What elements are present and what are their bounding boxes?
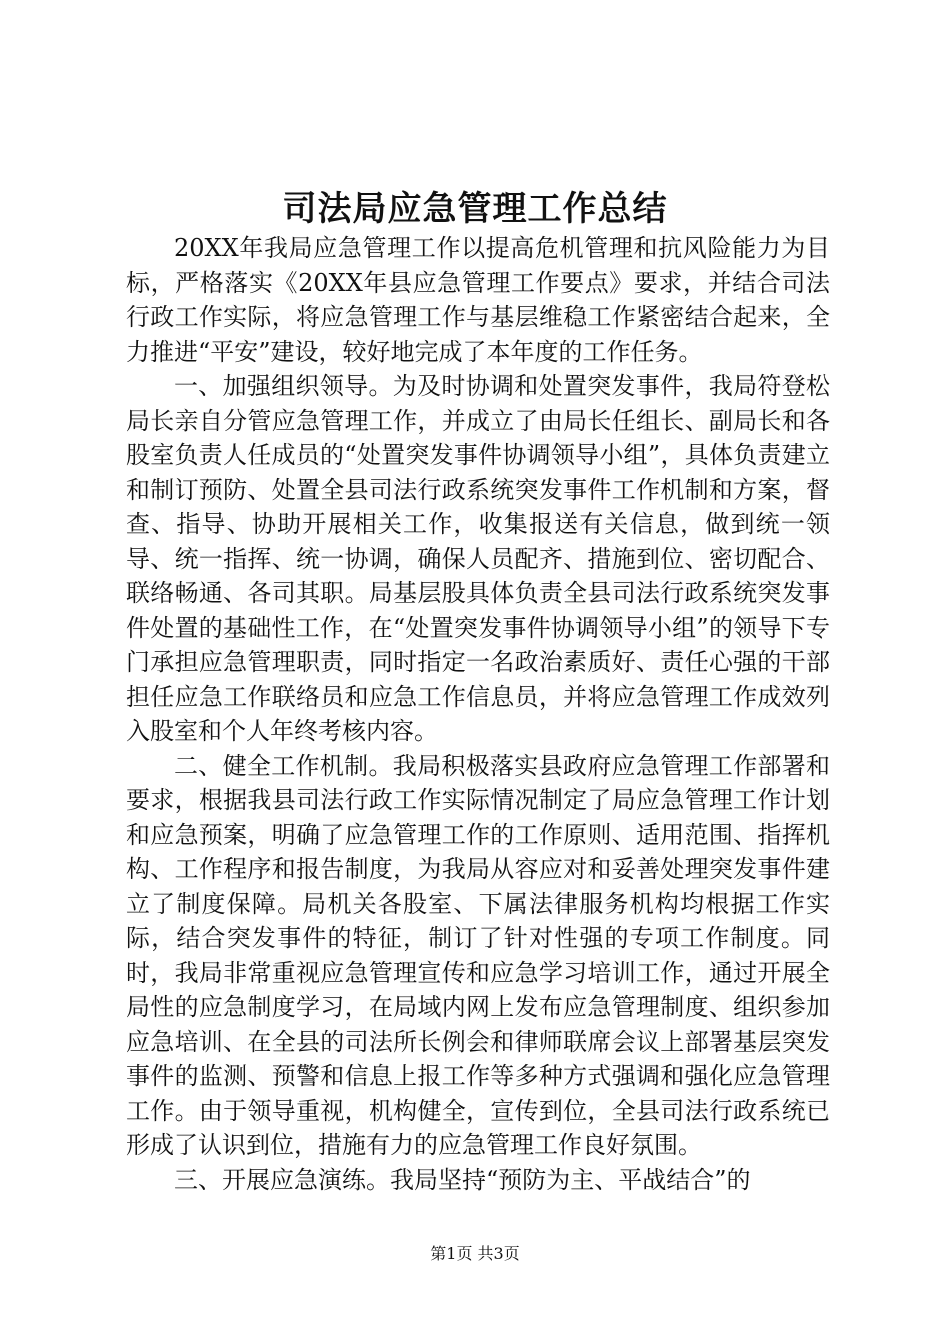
paragraph-mechanism: 二、健全工作机制。我局积极落实县政府应急管理工作部署和要求，根据我县司法行政工作实际情况制定了局应急管理工作计划和应急预案，明确了应急管理工作的工作原则、适用范围、指挥机构、工作程序和报告制度，为我局从容应对和妥善处理突发事件建立了制度保障。局机关各股室、下属法律服务机构均根据工作实际，结合突发事件的特征，制订了针对性强的专项工作制度。同时，我局非常重视应急管理宣传和应急学习培训工作，通过开展全局性的应急制度学习，在局域内网上发布应急管理制度、组织参加应急培训、在全县的司法所长例会和律师联席会议上部署基层突发事件的监测、预警和信息上报工作等多种方式强调和强化应急管理工作。由于领导重视，机构健全，宣传到位，全县司法行政系统已形成了认识到位，措施有力的应急管理工作良好氛围。 xyxy=(126,751,830,1159)
document-title: 司法局应急管理工作总结 xyxy=(282,189,668,229)
paragraph-organization: 一、加强组织领导。为及时协调和处置突发事件，我局符登松局长亲自分管应急管理工作，并成立了由局长任组长、副局长和各股室负责人任成员的“处置突发事件协调领导小组”，具体负责建立和制订预防、处置全县司法行政系统突发事件工作机制和方案，督查、指导、协助开展相关工作，收集报送有关信息，做到统一领导、统一指挥、统一协调，确保人员配齐、措施到位、密切配合、联络畅通、各司其职。局基层股具体负责全县司法行政系统突发事件处置的基础性工作，在“处置突发事件协调领导小组”的领导下专门承担应急管理职责，同时指定一名政治素质好、责任心强的干部担任应急工作联络员和应急工作信息员，并将应急管理工作成效列入股室和个人年终考核内容。 xyxy=(126,372,830,745)
paragraph-drills: 三、开展应急演练。我局坚持“预防为主、平战结合”的 xyxy=(174,1165,751,1194)
document-body xyxy=(126,231,830,1197)
page-number-footer: 第1页 共3页 xyxy=(430,1244,520,1263)
paragraph-intro: 20XX年我局应急管理工作以提高危机管理和抗风险能力为目标，严格落实《20XX年县应急管理工作要点》要求，并结合司法行政工作实际，将应急管理工作与基层维稳工作紧密结合起来，全力推进“平安”建设，较好地完成了本年度的工作任务。 xyxy=(126,234,830,366)
